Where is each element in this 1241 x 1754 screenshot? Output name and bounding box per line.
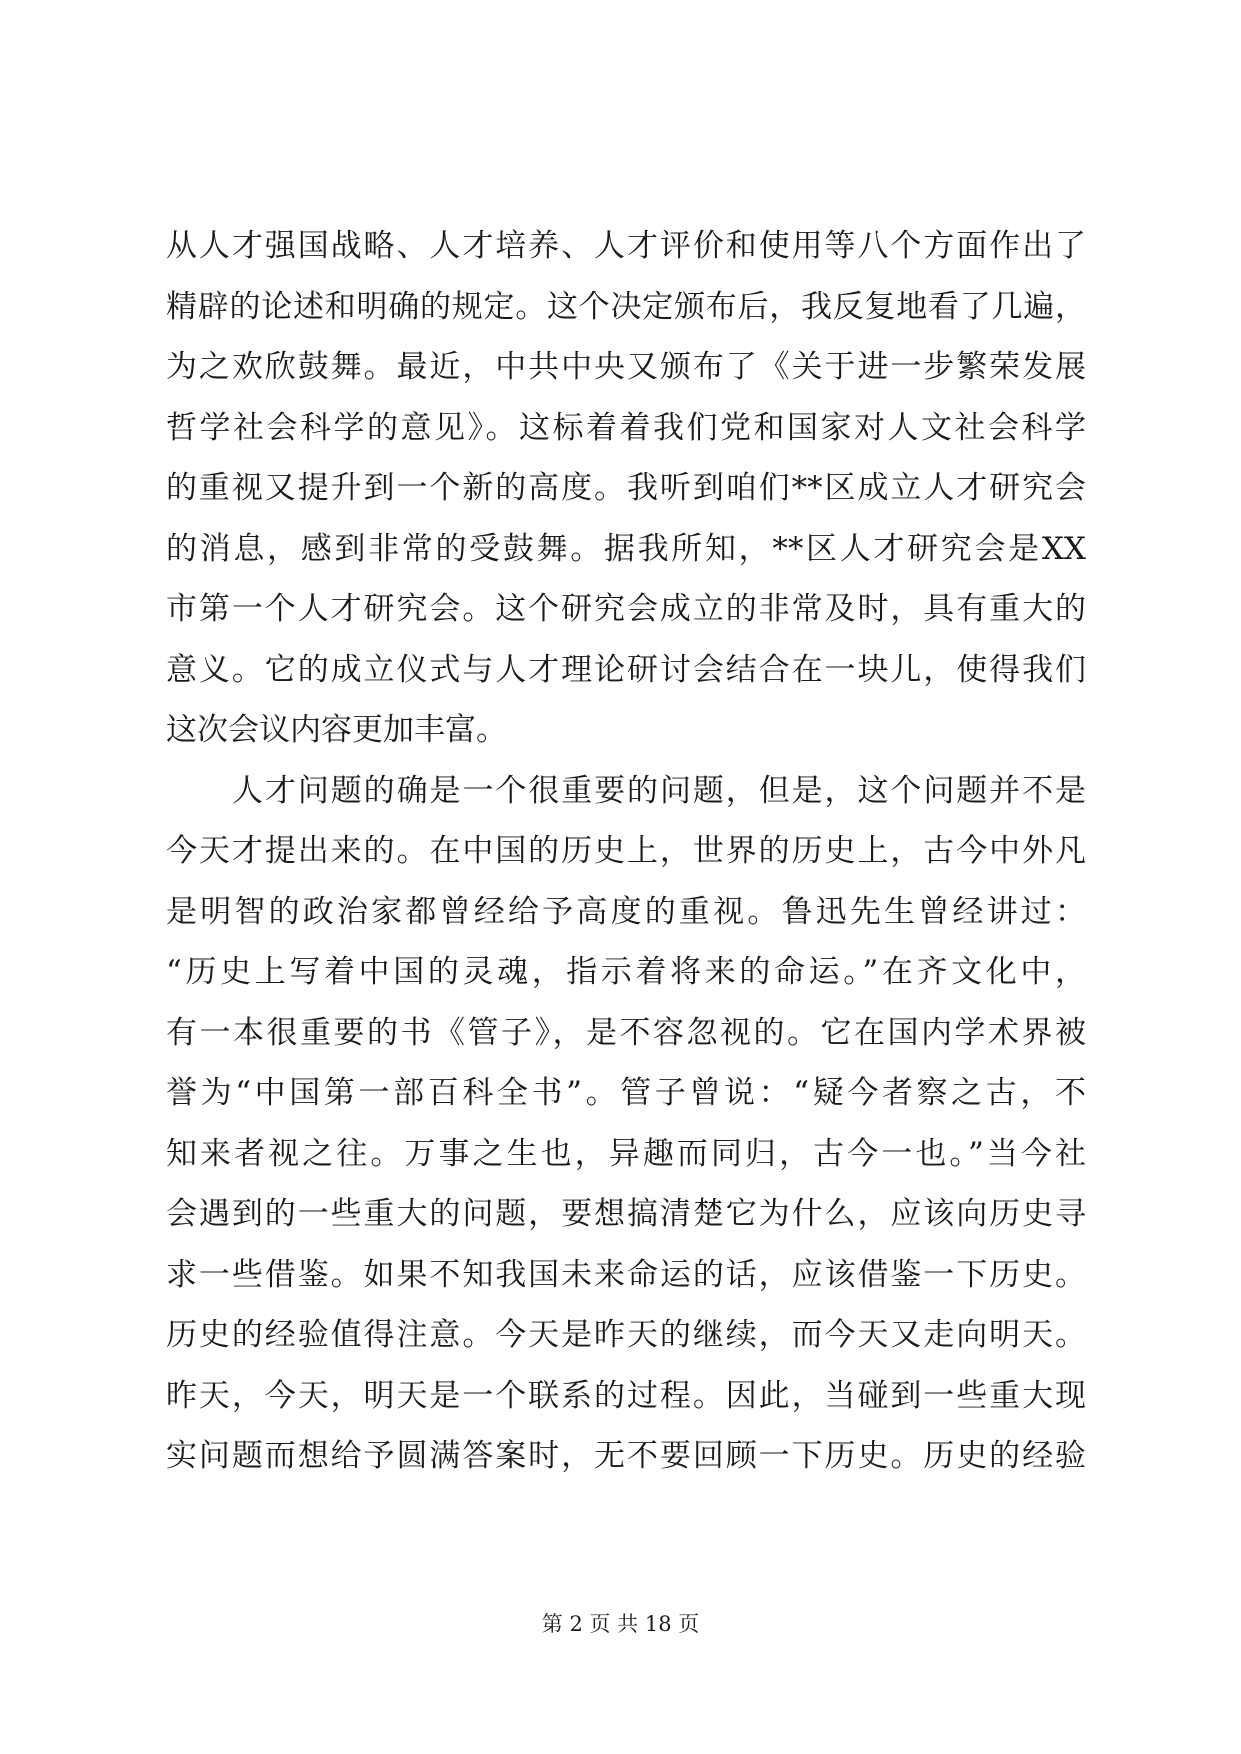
text-line: 精辟的论述和明确的规定。这个决定颁布后，我反复地看了几遍， <box>166 288 1086 325</box>
text-line: 的重视又提升到一个新的高度。我听到咱们**区成立人才研究会 <box>166 470 1086 506</box>
text-line: 历史的经验值得注意。今天是昨天的继续，而今天又走向明天。 <box>166 1317 1086 1353</box>
text-line: 哲学社会科学的意见》。这标着着我们党和国家对人文社会科学 <box>166 409 1086 446</box>
text-line: 求一些借鉴。如果不知我国未来命运的话，应该借鉴一下历史。 <box>166 1256 1086 1293</box>
text-line: 会遇到的一些重大的问题，要想搞清楚它为什么，应该向历史寻 <box>166 1196 1086 1232</box>
text-line: 市第一个人才研究会。这个研究会成立的非常及时，具有重大的 <box>166 591 1086 627</box>
body-text <box>166 226 1086 1497</box>
text-line: 誉为“中国第一部百科全书”。管子曾说：“疑今者察之古，不 <box>166 1075 1086 1111</box>
text-line: 人才问题的确是一个很重要的问题，但是，这个问题并不是 <box>232 772 1086 809</box>
text-line: 有一本很重要的书《管子》，是不容忽视的。它在国内学术界被 <box>166 1014 1086 1051</box>
text-line: 的消息，感到非常的受鼓舞。据我所知，**区人才研究会是XX <box>166 530 1086 567</box>
text-line: 这次会议内容更加丰富。 <box>166 712 507 748</box>
text-line: 知来者视之往。万事之生也，异趣而同归，古今一也。”当今社 <box>166 1135 1086 1172</box>
text-line: 从人才强国战略、人才培养、人才评价和使用等八个方面作出了 <box>166 228 1086 264</box>
page-number-footer: 第 2 页 共 18 页 <box>541 1612 700 1636</box>
text-line: 实问题而想给予圆满答案时，无不要回顾一下历史。历史的经验 <box>166 1438 1086 1474</box>
text-line: 意义。它的成立仪式与人才理论研讨会结合在一块儿，使得我们 <box>166 651 1086 688</box>
text-line: 今天才提出来的。在中国的历史上，世界的历史上，古今中外凡 <box>166 833 1086 869</box>
text-line: 昨天，今天，明天是一个联系的过程。因此，当碰到一些重大现 <box>166 1377 1086 1414</box>
text-line: 为之欢欣鼓舞。最近，中共中央又颁布了《关于进一步繁荣发展 <box>166 349 1086 385</box>
text-line: “历史上写着中国的灵魂，指示着将来的命运。”在齐文化中， <box>166 954 1086 990</box>
text-line: 是明智的政治家都曾经给予高度的重视。鲁迅先生曾经讲过： <box>166 893 1086 930</box>
